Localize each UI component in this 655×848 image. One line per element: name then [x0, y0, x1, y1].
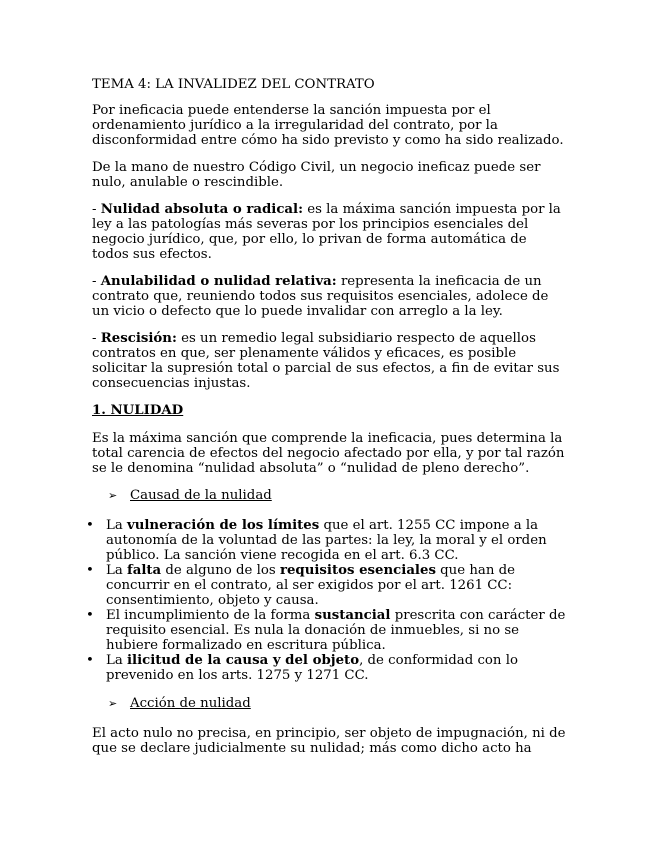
- list-item: • La falta de alguno de los requisitos esenciales que han de concurrir en el contrato, al ser exigidos por el art. 1261 CC: consentimiento, objeto y causa.: [86, 563, 515, 608]
- section-heading-nulidad: 1. NULIDAD: [92, 403, 184, 418]
- definition-term: Anulabilidad o nulidad relativa: [100, 274, 332, 289]
- subheading-accion: [108, 696, 567, 711]
- subheading-label: Causad de la nulidad: [130, 488, 272, 503]
- arrow-bullet-icon: ➢: [108, 489, 118, 502]
- arrow-bullet-icon: ➢: [108, 697, 118, 710]
- bullet-icon: •: [86, 518, 94, 533]
- subheading-label: Acción de nulidad: [130, 696, 251, 711]
- section-body-nulidad: Es la máxima sanción que comprende la ineficacia, pues determina la total carencia de efectos del negocio afectado por ella, y por tal razón se le denomina “nulidad absoluta” o “nulidad de pleno derecho”.: [92, 431, 565, 476]
- list-item: • La vulneración de los límites que el art. 1255 CC impone a la autonomía de la voluntad de las partes: la ley, la moral y el orden público. La sanción viene recogida en el art. 6.3 CC.: [86, 518, 547, 563]
- subheading-causas: [108, 488, 567, 503]
- definition-anulabilidad: - Anulabilidad o nulidad relativa: representa la ineficacia de un contrato que, reuniendo todos sus requisitos esenciales, adolece de un vicio o defecto que lo puede invalidar con arreglo a la ley.: [92, 274, 549, 319]
- document-title: TEMA 4: LA INVALIDEZ DEL CONTRATO: [92, 77, 375, 92]
- bullet-icon: •: [86, 653, 94, 668]
- intro-paragraph-1: Por ineficacia puede entenderse la sanción impuesta por el ordenamiento jurídico a la irregularidad del contrato, por la disconformidad entre cómo ha sido previsto y como ha sido realizado.: [92, 103, 564, 148]
- list-item: • La ilicitud de la causa y del objeto, de conformidad con lo prevenido en los arts. 1275 y 1271 CC.: [86, 653, 518, 683]
- list-item: • El incumplimiento de la forma sustancial prescrita con carácter de requisito esencial. Es nula la donación de inmuebles, si no se hubiere formalizado en escritura pública.: [86, 608, 566, 653]
- definition-rescision: - Rescisión: es un remedio legal subsidiario respecto de aquellos contratos en que, ser plenamente válidos y eficaces, es posible solicitar la supresión total o parcial de sus efectos, a fin de evitar sus consecuencias injustas.: [92, 331, 560, 391]
- bullet-icon: •: [86, 608, 94, 623]
- causes-list: [86, 518, 567, 683]
- closing-paragraph: El acto nulo no precisa, en principio, ser objeto de impugnación, ni de que se declare judicialmente su nulidad; más como dicho acto ha: [92, 726, 566, 756]
- bullet-icon: •: [86, 563, 94, 578]
- definition-term: Rescisión: [100, 331, 172, 346]
- definition-term: Nulidad absoluta o radical: [100, 202, 299, 217]
- intro-paragraph-2: De la mano de nuestro Código Civil, un negocio ineficaz puede ser nulo, anulable o rescindible.: [92, 160, 541, 190]
- definition-nulidad: - Nulidad absoluta o radical: es la máxima sanción impuesta por la ley a las patologías más severas por los principios esenciales del negocio jurídico, que, por ello, lo privan de forma automática de todos sus efectos.: [92, 202, 561, 262]
- document-page: [86, 77, 567, 768]
